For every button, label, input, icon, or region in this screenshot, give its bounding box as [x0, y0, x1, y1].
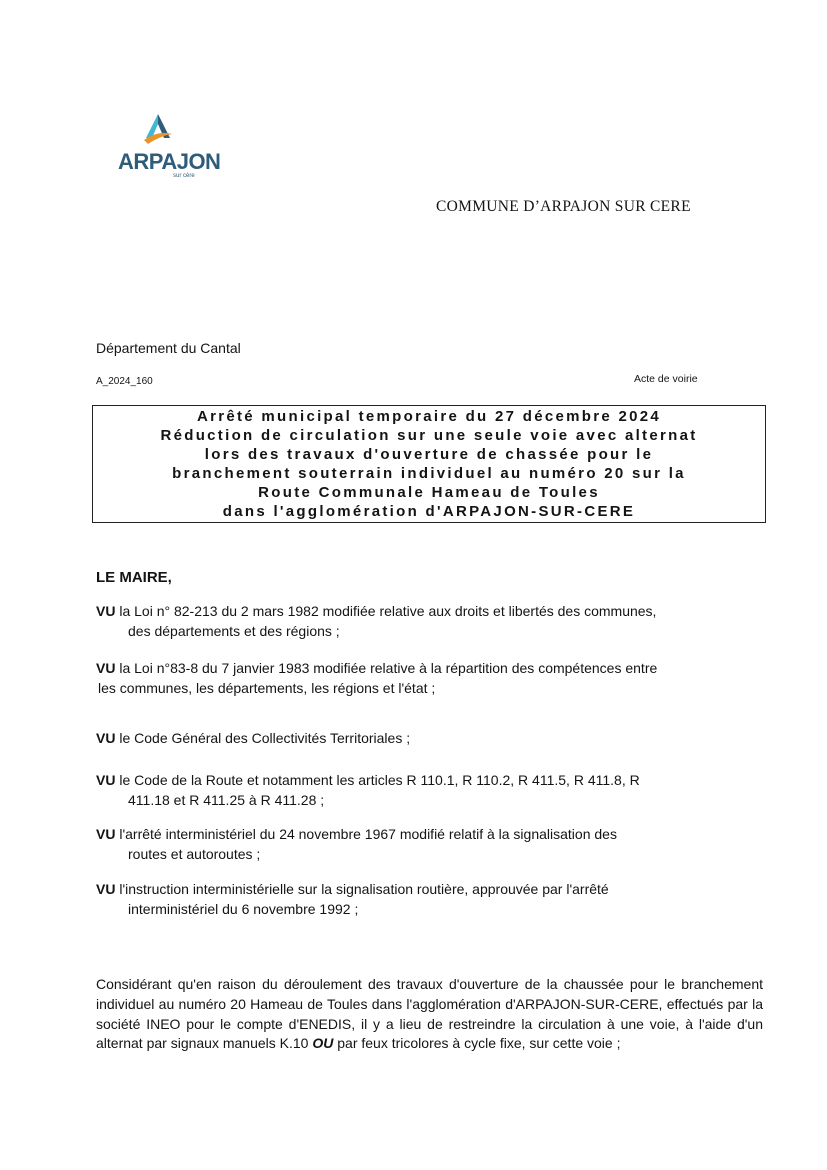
arpajon-logo-mark-icon [140, 112, 176, 148]
logo-name: ARPAJON [118, 149, 221, 174]
vu-keyword: VU [96, 730, 116, 746]
reference-number: A_2024_160 [96, 376, 153, 387]
vu-first-line: la Loi n° 82-213 du 2 mars 1982 modifiée relative aux droits et libertés des communes, [119, 603, 657, 619]
vu-item [96, 824, 766, 864]
vu-keyword: VU [96, 772, 116, 788]
commune-heading: COMMUNE D’ARPAJON SUR CERE [436, 198, 691, 215]
vu-item [96, 728, 766, 748]
vu-keyword: VU [96, 881, 116, 897]
vu-continuation: routes et autoroutes ; [128, 846, 261, 862]
vu-item [96, 601, 766, 641]
title-line: dans l'agglomération d'ARPAJON-SUR-CERE [222, 503, 636, 520]
title-line: Arrêté municipal temporaire du 27 décembre 2024 [196, 408, 662, 425]
vu-keyword: VU [96, 603, 116, 619]
title-box [92, 405, 766, 523]
vu-first-line: le Code de la Route et notamment les articles R 110.1, R 110.2, R 411.5, R 411.8, R [119, 772, 640, 788]
vu-keyword: VU [96, 660, 116, 676]
considerant-emphasis: OU [312, 1035, 334, 1052]
vu-continuation: 411.18 et R 411.25 à R 411.28 ; [128, 792, 325, 808]
acte-type: Acte de voirie [634, 373, 698, 385]
considerant-text: Considérant qu'en raison du déroulement des travaux d'ouverture de la chaussée pour le branchement individuel au numéro 20 Hameau de Toules dans l'agglomération d'ARPAJON-SUR-CERE, effectués par la société INEO pour le compte d'ENEDIS, il y a lieu de restreindre la circulation à une voie, à l'aide d'un alternat par signaux manuels K.10 [96, 976, 763, 1052]
vu-first-line: l'instruction interministérielle sur la signalisation routière, approuvée par l'arrêté [119, 881, 609, 897]
title-line: branchement souterrain individuel au numéro 20 sur la [172, 465, 686, 482]
arpajon-logo [108, 112, 221, 184]
logo-subtitle: sur cère [173, 173, 195, 179]
vu-first-line: le Code Général des Collectivités Territoriales ; [119, 730, 411, 746]
vu-first-line: la Loi n°83-8 du 7 janvier 1983 modifiée relative à la répartition des compétences entre [119, 660, 658, 676]
vu-continuation: interministériel du 6 novembre 1992 ; [128, 901, 359, 917]
title-line: Réduction de circulation sur une seule voie avec alternat [160, 427, 698, 444]
vu-item [96, 658, 766, 698]
title-line: Route Communale Hameau de Toules [258, 484, 600, 501]
vu-continuation: les communes, les départements, les régions et l'état ; [98, 680, 436, 696]
vu-keyword: VU [96, 826, 116, 842]
vu-item [96, 879, 766, 919]
considerant-paragraph [96, 975, 763, 1054]
title-line: lors des travaux d'ouverture de chassée pour le [204, 446, 654, 463]
considerant-end: par feux tricolores à cycle fixe, sur cette voie ; [337, 1035, 621, 1052]
department-label: Département du Cantal [96, 340, 241, 356]
vu-continuation: des départements et des régions ; [128, 623, 340, 639]
vu-item [96, 770, 766, 810]
le-maire-heading: LE MAIRE, [96, 569, 172, 586]
vu-first-line: l'arrêté interministériel du 24 novembre 1967 modifié relatif à la signalisation des [119, 826, 617, 842]
